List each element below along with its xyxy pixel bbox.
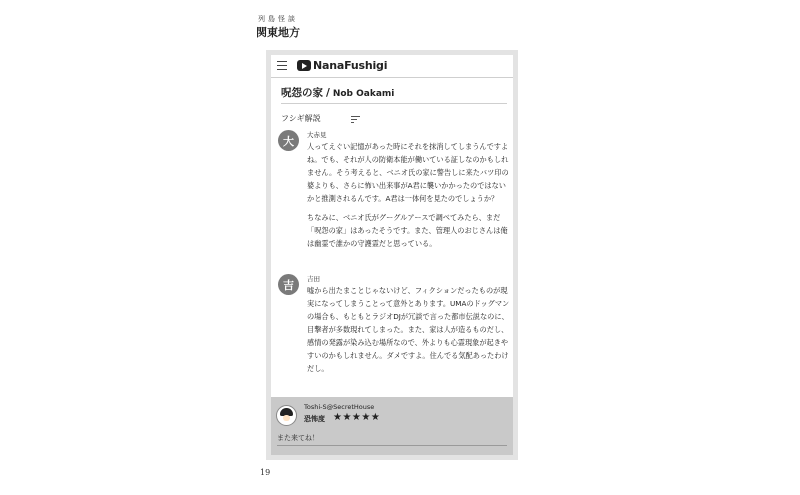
comment-body bbox=[307, 140, 511, 256]
comment-author[interactable]: 吉田 bbox=[307, 275, 320, 283]
reviewer-name[interactable]: Toshi-S@SecretHouse bbox=[304, 403, 375, 411]
play-logo-icon[interactable] bbox=[297, 60, 311, 71]
avatar[interactable] bbox=[276, 405, 297, 426]
brand-name[interactable]: NanaFushigi bbox=[313, 59, 388, 72]
comment-paragraph: ちなみに、ベニオ氏がグーグルアースで調べてみたら、まだ「呪怨の家」はあったそうです。また、管理人のおじさんは俺は幽霊で誰かの守護霊だと思っている。 bbox=[307, 213, 508, 248]
phone-mockup bbox=[266, 50, 518, 460]
video-title-text: 呪怨の家 bbox=[281, 87, 323, 99]
comment-body bbox=[307, 284, 511, 381]
avatar[interactable]: 大 bbox=[278, 130, 299, 151]
rating-label: 恐怖度 bbox=[304, 415, 325, 423]
hamburger-menu-icon[interactable] bbox=[277, 61, 287, 70]
rating-stars: ★★★★★ bbox=[333, 412, 381, 423]
review-divider bbox=[277, 445, 507, 446]
page-number: 19 bbox=[260, 468, 271, 477]
comment-author[interactable]: 大赤見 bbox=[307, 131, 327, 139]
review-text: また来てね！ bbox=[277, 434, 319, 442]
series-label: 列島怪談 bbox=[258, 15, 298, 23]
video-author[interactable]: Nob Oakami bbox=[332, 89, 395, 99]
title-separator: / bbox=[326, 87, 330, 99]
section-heading: フシギ解説 bbox=[281, 114, 321, 123]
video-title bbox=[281, 85, 394, 100]
review-card bbox=[271, 397, 513, 455]
comment-paragraph: 人ってえぐい記憶があった時にそれを抹消してしまうんですよね。でも、それが人の防衛本能が働いている証しなのかもしれません。そう考えると、ベニオ氏の家に警告しに来たバツ印の婆よりも、さらに怖い出来事がA君に襲いかかったのではないかと推測されるんです。A君は一体何を見たのでしょうか？ bbox=[307, 142, 509, 203]
app-bar bbox=[271, 55, 513, 78]
title-divider bbox=[281, 103, 507, 104]
app-screen bbox=[271, 55, 513, 455]
comment-paragraph: 嘘から出たまことじゃないけど、フィクションだったものが現実になってしまうことって意外とあります。UMAのドッグマンの場合も、もともとラジオDJが冗談で言った都市伝説なのに、目撃者が多数現れてしまった。また、家は人が造るものだし、感情の発露が染み込む場所なので、外よりも心霊現象が起きやすいのかもしれません。ダメですよ。住んでる気配あったわけだし。 bbox=[307, 286, 510, 373]
region-label: 関東地方 bbox=[256, 26, 300, 39]
avatar[interactable]: 吉 bbox=[278, 274, 299, 295]
sort-icon[interactable] bbox=[351, 116, 360, 124]
